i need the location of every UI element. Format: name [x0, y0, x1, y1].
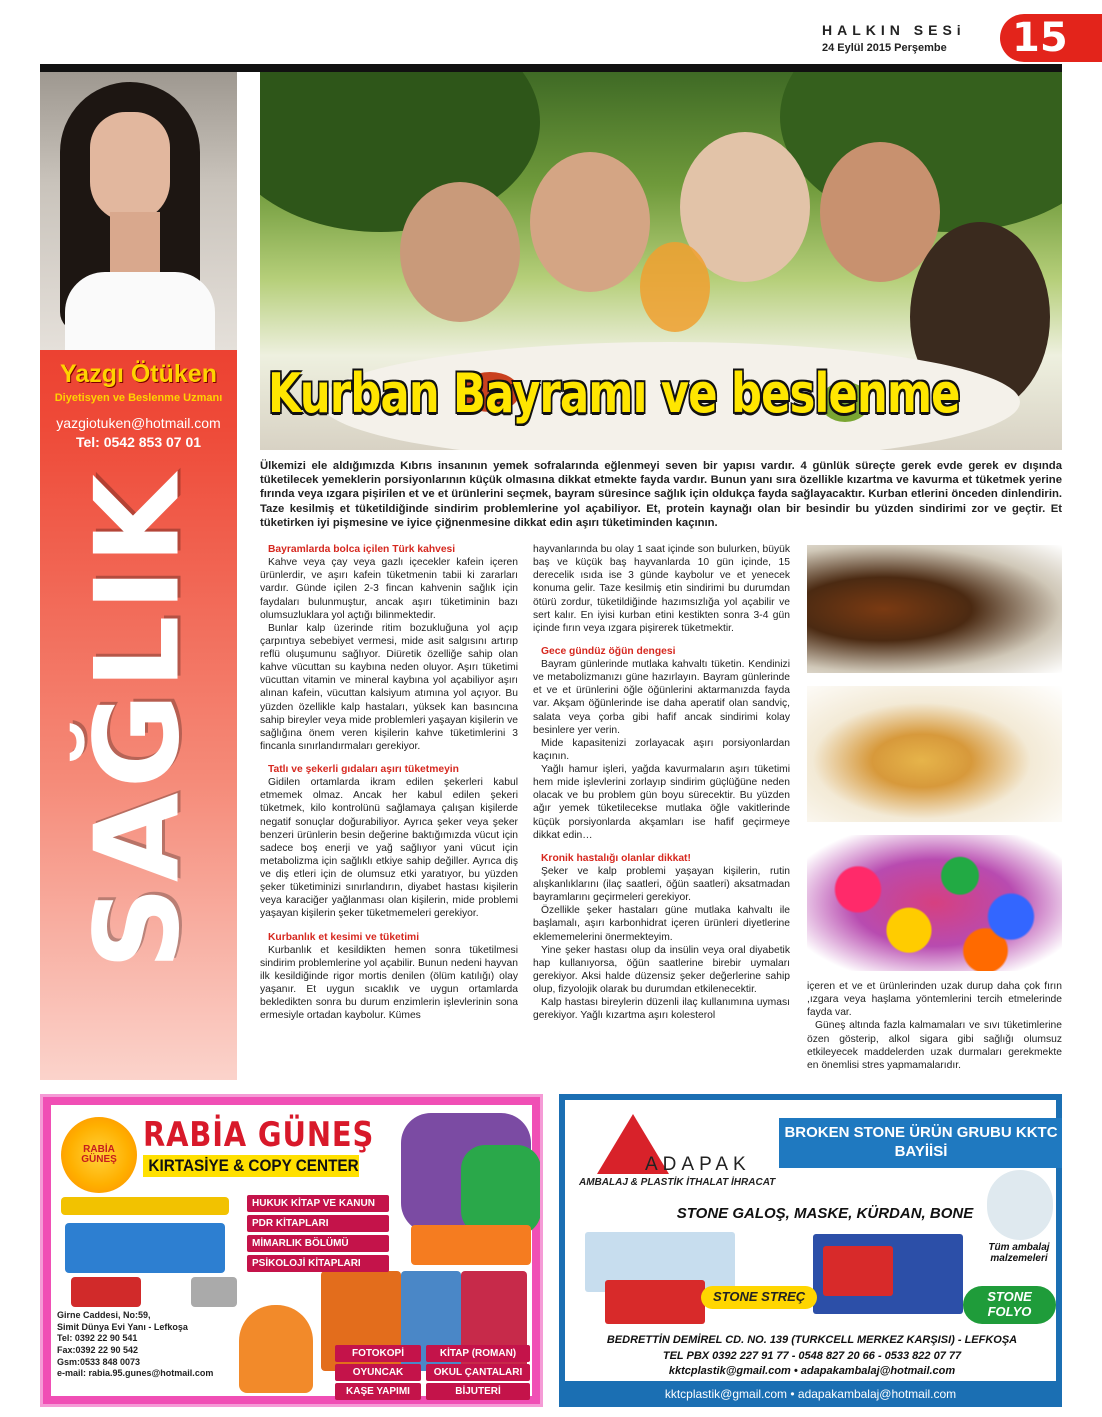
article-paragraph: hayvanlarında bu olay 1 saat içinde son bulurken, büyük baş ve küçük baş hayvanlarda 10 gün içinde, 15 derecelik ısıda ise 3 günde kaybolur ve et yenecek konuma gelir. Taze kesilmiş etin sindirimi bu durumdan ötürü zordur, tüketildiğinde hazımsızlığa yol açabilir ve sert kalır. En iyisi kurban etini kestikten sonra 3-4 gün içinde fırın veya ızgara pişirerek tüketmektir. [533, 544, 790, 634]
ad-category-pdr: PDR KİTAPLARI [247, 1215, 389, 1232]
ad-category-psychology: PSİKOLOJİ KİTAPLARI [247, 1255, 389, 1272]
ad-phones: TEL PBX 0392 227 91 77 - 0548 827 20 66 - 0533 822 07 77 [662, 1350, 962, 1362]
ad-brand-name: ADAPAK [645, 1154, 751, 1175]
article-paragraph: Kalp hastası bireylerin düzenli ilaç kullanımına uyması gerekiyor. Yağlı kızartma aşırı kolesterol [533, 997, 790, 1022]
article-column-1 [260, 543, 518, 1022]
article-subheading: Kurbanlık et kesimi ve tüketimi [268, 931, 420, 943]
article-column-3 [807, 980, 1062, 1072]
header-rule [40, 64, 1062, 72]
article-paragraph: Şeker ve kalp problemi yaşayan kişilerin, rutin alışkanlıklarını (ilaç saatleri, öğün saatleri) aksatmadan bayramlarını geçirmeleri gerekiyor. [533, 865, 790, 904]
ad-service-stamp: KAŞE YAPIMI [335, 1383, 421, 1400]
rabia-gunes-logo: RABİA GÜNEŞ [61, 1117, 137, 1193]
page-number: 15 [1000, 14, 1102, 62]
article-paragraph: Yine şeker hastası olup da insülin veya oral diyabetik hap kullanıyorsa, öğün saatlerine birebir uymaları gerekiyor. Aksi halde düzensiz şeker değerlerine sahip olup, fizyolojik olarak bu durumdan etkilenecektir. [533, 944, 790, 995]
ad-service-toys: OYUNCAK [335, 1364, 421, 1381]
article-paragraph: Bayram günlerinde mutlaka kahvaltı tüketin. Kendinizi ve metabolizmanızı güne hazırlayın. Bayram günlerinde et ve et ürünlerini öğle öğünlerini aktarmanızda fayda var. Akşam öğünlerinde ise daha aperatif olan sandviç, salata veya çorba gibi hafif ancak sindirimi kolay besinlere yer verin. [533, 659, 790, 736]
article-headline: Kurban Bayramı ve beslenme [268, 362, 960, 425]
ad-note: Tüm ambalaj malzemeleri [988, 1242, 1050, 1264]
ad-service-school-bags: OKUL ÇANTALARI [426, 1364, 530, 1381]
kunefe-dessert-photo [807, 686, 1062, 822]
ad-banner: BROKEN STONE ÜRÜN GRUBU KKTC BAYİİSİ [779, 1118, 1062, 1168]
ad-category-architecture: MİMARLIK BÖLÜMÜ [247, 1235, 389, 1252]
ad-product-folyo: STONE FOLYO [963, 1286, 1056, 1324]
ad-contact-info: Girne Caddesi, No:59, Simit Dünya Evi Yanı - Lefkoşa Tel: 0392 22 90 541 Fax:0392 22 90 542 Gsm:0533 848 0073 e-mail: rabia.95.gunes@hotmail.com [57, 1310, 214, 1379]
issue-date: 24 Eylül 2015 Perşembe [822, 42, 947, 54]
article-paragraph: Güneş altında fazla kalmamaları ve sıvı tüketimlerine özen gösterip, alkol sigara gibi sağlığı olumsuz etkileyecek maddelerden uzak durmaları gerekmekte en önemlisi stres yapmamalarıdır. [807, 1020, 1062, 1071]
article-lead: Ülkemizi ele aldığımızda Kıbrıs insanının yemek sofralarında eğlenmeyi seven bir yapısı vardır. 4 günlük süreçte gerek evde gerek ev dışında tüketilecek yemeklerin porsiyonlarının küçük olmasına dikkat etmekte fayda vardır. Bunun yanı sıra özellikle kızartma ve kavurma et tüketmek yerine fırında veya ızgara pişirilen et ve et ürünlerini seçmek, bayram süresince sağlık için oldukça fayda sağlayacaktır. Kurban etlerini önceden dinlendirin. Taze kesilmiş et tüketildiğinde sindirim problemlerine yol açabiliyor. Et, protein kaynağı olan bir besindir bu yüzden sindirimi zor ve geçtir. Et tüketirken iyi pişmesine ve iyice çiğnenmesine dikkat edin aşırı tüketiminden kaçının. [260, 460, 1062, 529]
article-subheading: Tatlı ve şekerli gıdaları aşırı tüketmeyin [268, 764, 459, 775]
author-name: Yazgı Ötüken [60, 360, 217, 388]
ad-rabia-gunes [40, 1094, 543, 1407]
ad-service-photocopy: FOTOKOPİ [335, 1345, 421, 1362]
ad-service-novels: KİTAP (ROMAN) [426, 1345, 530, 1362]
ad-footer-emails[interactable]: kktcplastik@gmail.com • adapakambalaj@hotmail.com [664, 1387, 957, 1401]
ad-products: STONE GALOŞ, MASKE, KÜRDAN, BONE [676, 1205, 974, 1222]
author-title: Diyetisyen ve Beslenme Uzmanı [54, 392, 223, 404]
article-paragraph: Kahve veya çay veya gazlı içecekler kafein içeren ürünlerdir, ve aşırı kafein tüketmenin tabii ki zararları vardır. Günde içilen 2-3 fincan kahvenin sağlık için faydaları bulunmuştur, ancak aşırı tüketiminin bazı olumsuzluklara yol açtığı bilinmektedir. [260, 557, 518, 621]
ad-address: BEDRETTİN DEMİREL CD. NO. 139 (TURKCELL MERKEZ KARŞISI) - LEFKOŞA [606, 1334, 1018, 1346]
article-paragraph: Mide kapasitenizi zorlayacak aşırı porsiyonlardan kaçının. [533, 737, 790, 762]
candy-photo [807, 835, 1062, 971]
author-email[interactable]: yazgiotuken@hotmail.com [56, 415, 221, 431]
article-paragraph: Gidilen ortamlarda ikram edilen şekerleri kabul etmemek olmaz. Ancak her kabul edilen şekeri tüketmek, kilo kontrolünü sağlamaya çalışan kişilerde negatif sonuçlar doğurabiliyor. Ayrıca şeker veya şeker benzeri ürünlerin besin değerine baktığımızda vücut için sadece boş enerji ve yağ sağlıyor yani vücut için metabolizma için sağlıklı etkiye sahip değiller. Ayrıca diş ve diş etleri için de olumsuz etki yaratıyor, bu yüzden şeker tüketiminizi sınırlandırın, diyabet hastası kişilerin veya karaciğer yağlanması olan kişilerin, mide problemi yaşayan kişilerin şeker tüketmemeleri gerekiyor. [260, 777, 518, 920]
article-subheading: Bayramlarda bolca içilen Türk kahvesi [268, 544, 456, 555]
article-paragraph: Kurbanlık et kesildikten hemen sonra tüketilmesi sindirim problemlerine yol açabilir. Bunun nedeni hayvan ilk kesildiğinde rigor mortis denilen (ölüm katılığı) olay yaşanır. Et uygun sıcaklık ve uygun ortamlarda bekledikten sonra bu durum enzimlerin işlevlerinin sona ermesiyle ortadan kaybolur. Kümes [260, 944, 518, 1022]
ad-brand-name: RABİA GÜNEŞ [143, 1115, 375, 1155]
ad-subtitle: KIRTASİYE & COPY CENTER [143, 1155, 359, 1177]
article-paragraph: Yağlı hamur işleri, yağda kavurmaların aşırı tüketimi hem mide işlevlerini zorlayıp sindirim güçlüğüne neden olacak ve bu problem gün boyu sürecektir. Bu yüzden ağır yemek tüketilecekse mutlaka öğle vakitlerinde küçük porsiyonlarda akşamları ise hafif geçirmeye dikkat edin… [533, 764, 790, 841]
author-sidebar [40, 72, 237, 1080]
ad-tagline: AMBALAJ & PLASTİK İTHALAT İHRACAT [579, 1177, 776, 1188]
article-paragraph: Özellikle şeker hastaları güne mutlaka kahvaltı ile başlamalı, aşırı karbonhidrat içeren ürünleri diyetlerine eklememelerini önermekteyim. [533, 905, 790, 943]
ad-category-law: HUKUK KİTAP VE KANUN [247, 1195, 389, 1212]
section-title: SAĞLIK [70, 470, 206, 970]
article-column-2 [533, 543, 790, 1022]
newspaper-name: HALKIN SESi [822, 22, 966, 38]
author-photo [40, 72, 237, 350]
article-subheading: Kronik hastalığı olanlar dikkat! [541, 852, 691, 864]
ad-adapak [559, 1094, 1062, 1407]
author-phone: Tel: 0542 853 07 01 [75, 434, 202, 450]
ad-emails[interactable]: kktcplastik@gmail.com • adapakambalaj@hotmail.com [668, 1365, 956, 1377]
kebab-photo [807, 545, 1062, 673]
article-paragraph: Bunlar kalp üzerinde ritim bozukluğuna yol açıp çarpıntıya sebebiyet vermesi, mide asit salgısını artırıp reflü oluşumunu sağlıyor. Diüretik özelliğe sahip olan kahve vücuttan su kaybına neden oluyor. Aşırı tüketimi vücuttan vitamin ve mineral kaybına yol açabiliyor aşırı alınan kafein, vücuttan kalsiyum atımına yol açıyor. Bu yüzden özellikle kalp hastaları, yüksek kan basıncına sahip bireyler veya mide problemleri yaşayan kişilerin ve sağlığına önem veren kişilerin kahve tüketimlerini 3 fincanla sınırlandırmaları gerekiyor. [260, 622, 518, 752]
article-paragraph: içeren et ve et ürünlerinden uzak durup daha çok fırın ,ızgara veya haşlama yöntemlerini tercih etmelerinde fayda var. [807, 981, 1062, 1019]
article-subheading: Gece gündüz öğün dengesi [541, 645, 676, 657]
ad-service-jewelry: BİJUTERİ [426, 1383, 530, 1400]
ad-product-strec: STONE STREÇ [701, 1286, 817, 1309]
